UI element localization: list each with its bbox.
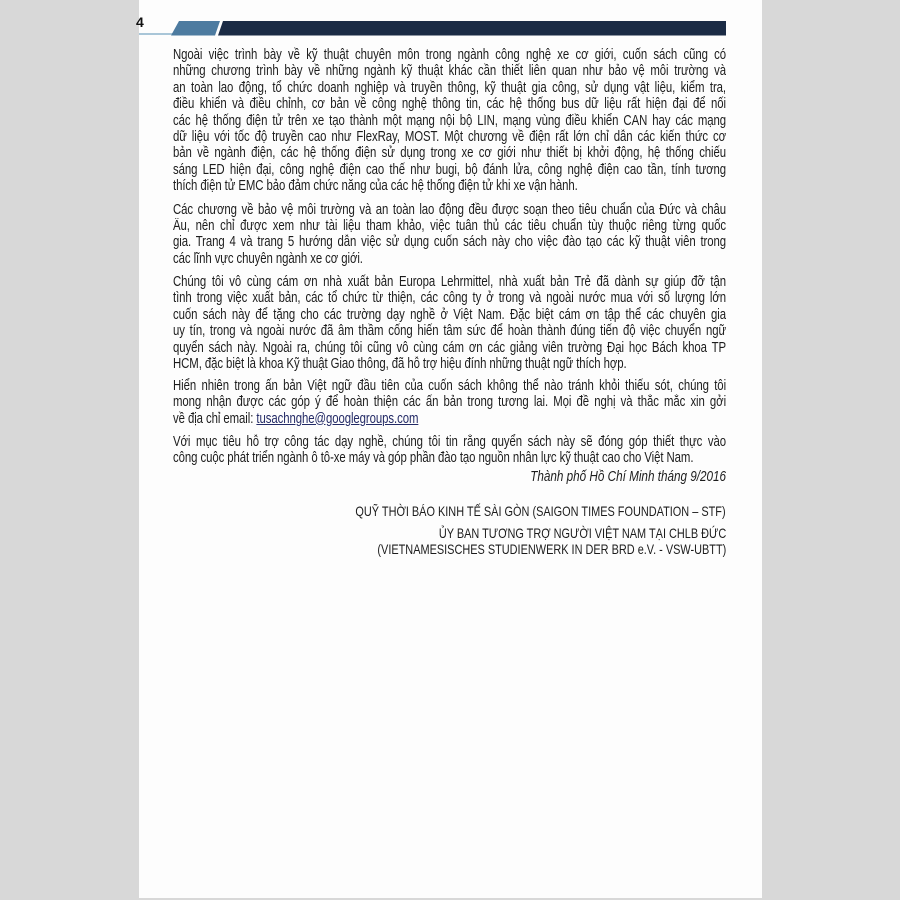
org-line-saigon-times: QUỸ THỜI BÁO KINH TẾ SÀI GÒN (SAIGON TIMES FOUNDATION – STF) [355,502,726,519]
text-line: thích điện tử EMC bảo đảm chức năng của các hệ thống điện tử khi xe vận hành. [173,178,578,195]
text-line: Hiển nhiên trong ấn bản Việt ngữ đầu tiên của cuốn sách không thể nào tránh khỏi thiếu sót, chúng tôi [173,378,727,394]
text-line: gia. Trang 4 và trang 5 hướng dẫn việc sử dụng cuốn sách này cho việc đào tạo các kỹ thuật viên trong [173,234,727,251]
org-line-studienwerk: (VIETNAMESISCHES STUDIENWERK IN DER BRD e.V. - VSW-UBTT) [377,540,726,557]
dateline: Thành phố Hồ Chí Minh tháng 9/2016 [530,468,726,485]
email-line [173,411,726,427]
text-line: Âu, nên chỉ được xem như tài liệu tham khảo, việc tuân thủ các tiêu chuẩn tùy thuộc riêng từng quốc [173,217,727,234]
page-number: 4 [136,14,144,30]
text-line: cuốn sách này để tặng cho các trường dạy nghề ở Việt Nam. Đặc biệt cám ơn tập thể các chuyên gia [173,306,727,323]
body-paragraph-1 [173,47,726,195]
text-line: quyển sách này. Ngoài ra, chúng tôi cũng vô cùng cám ơn các giảng viên trường Đại học Bách khoa TP [173,339,727,356]
org-line-uy-ban: ỦY BAN TƯƠNG TRỢ NGƯỜI VIỆT NAM TẠI CHLB ĐỨC [438,525,726,541]
body-paragraph-4 [173,378,726,427]
org-lines-vsw-ubtt [377,526,726,557]
text-line: công cuộc phát triển ngành ô tô-xe máy và góp phần đào tạo nguồn nhân lực kỹ thuật cao cho Việt Nam. [173,450,694,467]
text-line: những chương trình bày về những ngành kỹ thuật khác cần thiết liên quan như bảo vệ môi trường và [173,63,727,80]
text-line: các hệ thống điện tử trên xe tạo thành một mạng nội bộ LIN, mạng vùng điều khiển CAN hay các mạng [173,112,727,129]
text-line: Chúng tôi vô cùng cám ơn nhà xuất bản Europa Lehrmittel, nhà xuất bản Trẻ đã dành sự giúp đỡ tận [173,274,727,290]
body-paragraph-5 [173,434,726,467]
text-line: HCM, đặc biệt là khoa Kỹ thuật Giao thông, đã hỗ trợ hiệu đính những thuật ngữ thích hợp. [173,355,627,372]
body-paragraph-2 [173,202,726,268]
text-line: điều khiển và điều chỉnh, cơ bản về công nghệ thông tin, các hệ thống bus dữ liệu rất hiện đại để nối [173,96,727,113]
text-line: an toàn lao động, tổ chức doanh nghiệp và truyền thông, kỹ thuật gia công, sử dụng vật liệu, kiểm tra, [173,79,727,96]
text-line: bản về ngành điện, các hệ thống điện sử dụng trong xe cơ giới như thiết bị khởi động, hệ thống chiếu [173,145,727,162]
text-line: dữ liệu với tốc độ truyền cao như FlexRay, MOST. Một chương về điện rất lớn chỉ dẫn các kiến thức cơ [173,128,727,145]
text-line: uy tín, trong và ngoài nước đã âm thầm cống hiến tâm sức để hoàn thành đúng tiến độ việc chuyển ngữ [173,323,727,340]
text-line: Với mục tiêu hỗ trợ công tác dạy nghề, chúng tôi tin rằng quyển sách này sẽ đóng góp thiết thực vào [173,434,727,450]
header-bar-main [218,21,726,36]
text-line: tình trong việc xuất bản, các tổ chức từ thiện, các công ty ở trong và ngoài nước mua với số lượng lớn [173,290,727,307]
header-rule-light [139,33,177,36]
text-line: Các chương về bảo vệ môi trường và an toàn lao động đều được soạn theo tiêu chuẩn của Đức và châu [173,201,727,218]
email-link[interactable]: tusachnghe@googlegroups.com [256,410,419,427]
email-label: về địa chỉ email: [173,410,257,427]
text-line: Ngoài việc trình bày về kỹ thuật chuyên môn trong ngành công nghệ xe cơ giới, cuốn sách cũng có [173,47,727,63]
text-line: sáng LED hiện đại, công nghệ điện cao thế như bugi, bộ đánh lửa, công nghệ điện cao tần, tính tương [173,161,727,178]
text-line: các lĩnh vực chuyên ngành xe cơ giới. [173,250,363,267]
body-paragraph-3 [173,274,726,372]
text-line: mong nhận được các góp ý để hoàn thiện các ấn bản trong tương lai. Mọi đề nghị và thắc mắc xin gởi [173,394,727,411]
